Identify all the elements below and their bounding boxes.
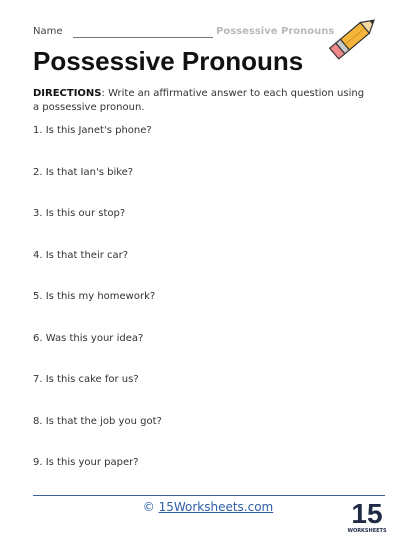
question-item: 3. Is this our stop?: [33, 208, 126, 219]
directions: [33, 87, 373, 115]
copyright-symbol: ©: [142, 500, 155, 514]
logo-tagline: WORKSHEETS: [347, 528, 387, 534]
question-item: 6. Was this your idea?: [33, 332, 144, 344]
question-item: 8. Is that the job you got?: [33, 415, 162, 427]
name-label: Name: [33, 26, 63, 37]
footer-divider: [33, 495, 385, 496]
question-item: 5. Is this my homework?: [33, 291, 156, 302]
directions-label: DIRECTIONS: [33, 88, 102, 99]
site-link[interactable]: 15Worksheets.com: [158, 500, 274, 514]
name-row: [33, 24, 335, 40]
name-write-line: [73, 37, 213, 38]
question-item: 7. Is this cake for us?: [33, 374, 139, 385]
topic-label: Possessive Pronouns: [216, 26, 335, 37]
question-item: 2. Is that Ian's bike?: [33, 166, 134, 178]
worksheet-title: Possessive Pronouns: [33, 46, 304, 76]
pencil-icon: [312, 8, 384, 76]
logo-number: 15: [351, 498, 383, 529]
15-worksheets-logo: [347, 496, 387, 534]
question-item: 4. Is that their car?: [33, 249, 129, 261]
question-item: 9. Is this your paper?: [33, 457, 139, 468]
question-item: 1. Is this Janet's phone?: [33, 125, 152, 136]
directions-text: : Write an affirmative answer to each question using a possessive pronoun.: [33, 88, 365, 113]
